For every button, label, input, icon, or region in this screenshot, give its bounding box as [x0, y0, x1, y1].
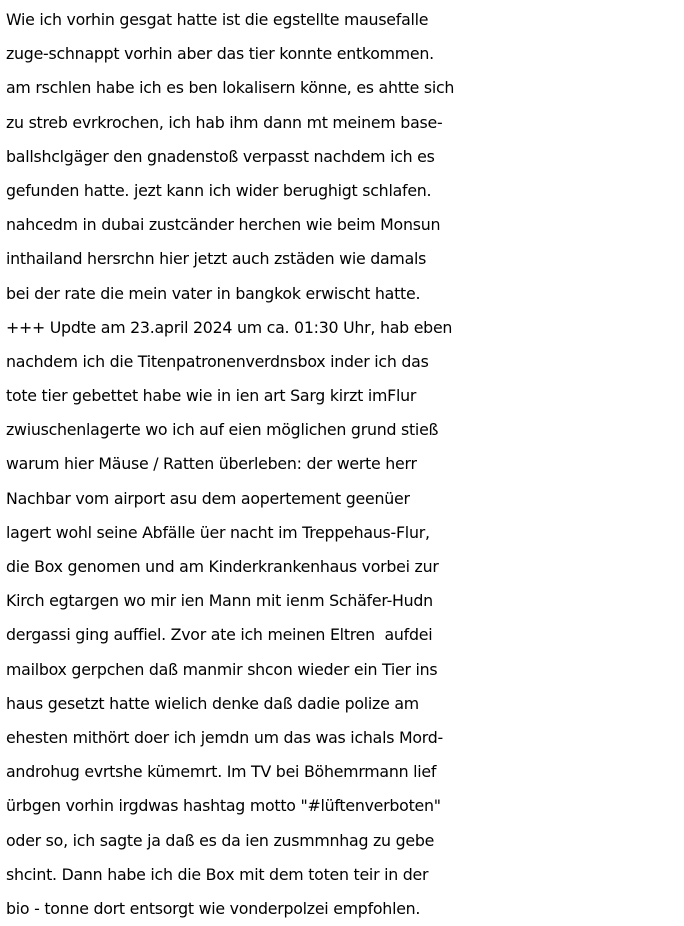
text-line: gefunden hatte. jezt kann ich wider berughigt schlafen. — [6, 180, 432, 200]
text-line: ballshclgäger den gnadenstoß verpasst nachdem ich es — [6, 146, 435, 166]
text-line: haus gesetzt hatte wielich denke daß dadie polize am — [6, 693, 419, 713]
text-line: inthailand hersrchn hier jetzt auch zstäden wie damals — [6, 249, 427, 269]
text-line: lagert wohl seine Abfälle üer nacht im Treppehaus-Flur, — [6, 522, 430, 542]
text-line: nahcedm in dubai zustcänder herchen wie beim Monsun — [6, 215, 441, 235]
text-line: nachdem ich die Titenpatronenverdnsbox inder ich das — [6, 351, 429, 371]
text-line: warum hier Mäuse / Ratten überleben: der werte herr — [6, 454, 417, 474]
text-line: zwiuschenlagerte wo ich auf eien möglichen grund stieß — [6, 420, 439, 440]
text-line: Wie ich vorhin gesgat hatte ist die egstellte mausefalle — [6, 10, 429, 29]
text-line: mailbox gerpchen daß manmir shcon wieder ein Tier ins — [6, 659, 438, 679]
text-line: androhug evrtshe kümemrt. Im TV bei Böhemrmann lief — [6, 762, 437, 782]
text-line: oder so, ich sagte ja daß es da ien zusmmnhag zu gebe — [6, 830, 435, 850]
text-line: Kirch egtargen wo mir ien Mann mit ienm Schäfer-Hudn — [6, 591, 433, 611]
text-line: ehesten mithört doer ich jemdn um das was ichals Mord- — [6, 727, 443, 747]
text-line: dergassi ging auffiel. Zvor ate ich meinen Eltren aufdei — [6, 625, 433, 645]
text-line: zuge-schnappt vorhin aber das tier konnte entkommen. — [6, 44, 434, 64]
text-line: bei der rate die mein vater in bangkok erwischt hatte. — [6, 283, 421, 303]
text-line: bio - tonne dort entsorgt wie vonderpolzei empfohlen. — [6, 898, 421, 918]
text-line: zu streb evrkrochen, ich hab ihm dann mt meinem base- — [6, 112, 443, 132]
text-line: +++ Updte am 23.april 2024 um ca. 01:30 Uhr, hab eben — [6, 317, 453, 337]
text-line: ürbgen vorhin irgdwas hashtag motto "#lüftenverboten" — [6, 796, 441, 816]
text-line: shcint. Dann habe ich die Box mit dem toten teir in der — [6, 864, 429, 884]
text-line: am rschlen habe ich es ben lokalisern könne, es ahtte sich — [6, 78, 455, 98]
text-line: die Box genomen und am Kinderkrankenhaus vorbei zur — [6, 557, 439, 576]
text-line: Nachbar vom airport asu dem aopertement geenüer — [6, 488, 410, 508]
text-line: tote tier gebettet habe wie in ien art Sarg kirzt imFlur — [6, 386, 417, 406]
